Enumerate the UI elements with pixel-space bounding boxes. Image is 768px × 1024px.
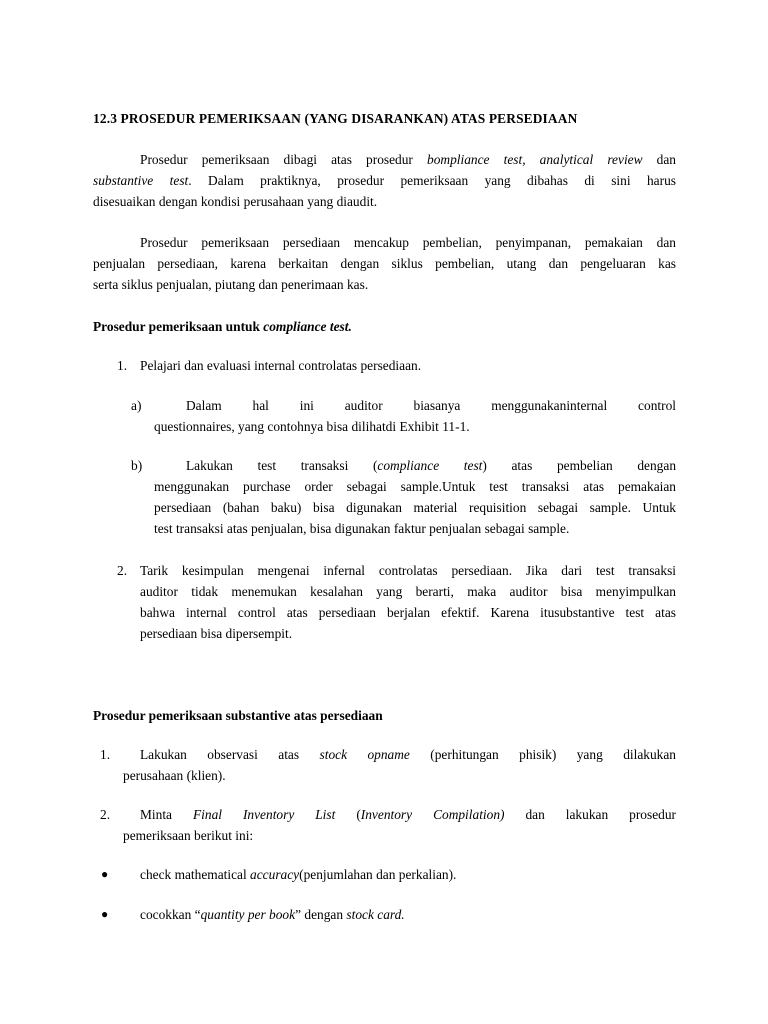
section-title: 12.3 PROSEDUR PEMERIKSAAN (YANG DISARANKAN) ATAS PERSEDIAAN — [93, 111, 578, 126]
paragraph-scope-line-1: Prosedur pemeriksaan persediaan mencakup pembelian, penyimpanan, pemakaian dan — [140, 235, 676, 250]
sub-item-marker: a) — [131, 398, 142, 413]
bullet-item-1-text: check mathematical accuracy(penjumlahan dan perkalian). — [140, 867, 457, 882]
substantive-item-2-text: Minta Final Inventory List (Inventory Compilation) dan lakukan prosedur pemeriksaan berikut ini: — [123, 807, 676, 843]
sub-item-a-text: Dalam hal ini auditor biasanya menggunakaninternal control questionnaires, yang contohnya bisa dilihatdi Exhibit 11-1. — [154, 398, 676, 434]
list-number: 1. — [100, 747, 111, 762]
compliance-heading: Prosedur pemeriksaan untuk compliance test. — [93, 319, 352, 334]
list-number: 1. — [117, 358, 128, 373]
substantive-item-1-text: Lakukan observasi atas stock opname (perhitungan phisik) yang dilakukan perusahaan (klien). — [123, 747, 676, 783]
list-item-2-text: Tarik kesimpulan mengenai infernal controlatas persediaan. Jika dari test transaksi auditor tidak menemukan kesalahan yang berarti, maka auditor bisa menyimpulkan bahwa internal control atas persediaan berjalan efektif. Karena itusubstantive test atas persediaan bisa dipersempit. — [140, 563, 676, 641]
list-number: 2. — [100, 807, 111, 822]
bullet-dot-icon: ● — [101, 867, 109, 881]
paragraph-scope-line-3: serta siklus penjualan, piutang dan penerimaan kas. — [93, 277, 369, 292]
list-number: 2. — [117, 563, 128, 578]
paragraph-scope-line-2: penjualan persediaan, karena berkaitan dengan siklus pembelian, utang dan pengeluaran kas — [93, 256, 676, 271]
paragraph-intro-line-3: disesuaikan dengan kondisi perusahaan yang diaudit. — [93, 194, 378, 209]
substantive-heading: Prosedur pemeriksaan substantive atas persediaan — [93, 708, 383, 723]
bullet-item-2-text: cocokkan “quantity per book” dengan stock card. — [140, 907, 405, 922]
paragraph-scope — [93, 232, 676, 295]
sub-item-marker: b) — [131, 458, 143, 473]
bullet-dot-icon: ● — [101, 907, 109, 921]
paragraph-intro — [93, 149, 676, 212]
paragraph-intro-line-2: substantive test. Dalam praktiknya, prosedur pemeriksaan yang dibahas di sini harus — [93, 173, 676, 188]
list-item-text: Pelajari dan evaluasi internal controlatas persediaan. — [140, 358, 422, 373]
paragraph-intro-line-1: Prosedur pemeriksaan dibagi atas prosedur bompliance test, analytical review dan — [140, 152, 676, 167]
sub-item-b-text: Lakukan test transaksi (compliance test) atas pembelian dengan menggunakan purchase order sebagai sample.Untuk test transaksi atas pemakaian persediaan (bahan baku) bisa digunakan material requisition sebagai sample. Untuk test transaksi atas penjualan, bisa digunakan faktur penjualan sebagai sample. — [154, 458, 677, 536]
